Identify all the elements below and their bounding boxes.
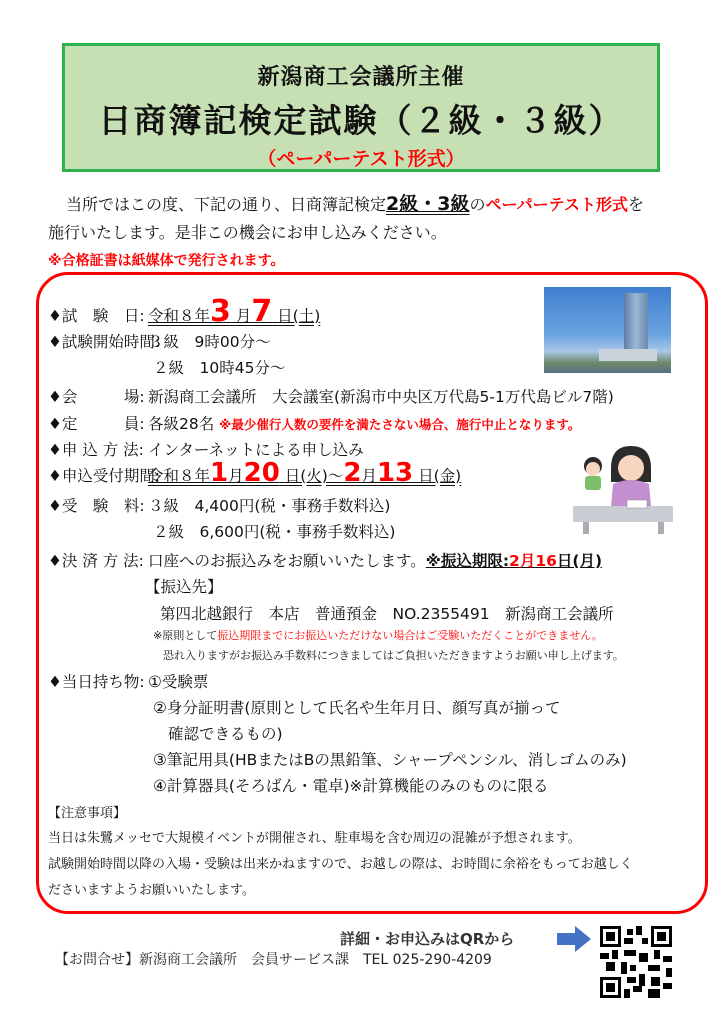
exam-date-value [148, 294, 321, 329]
payment-deadline [426, 552, 602, 570]
venue-row [48, 385, 614, 407]
caution-line: 当日は朱鷺メッセで大規模イベントが開催され、駐車場を含む周辺の混雑が予想されます。 [48, 831, 581, 846]
caution-line: 試験開始時間以降の入場・受験は出来かねますので、お越しの際は、お時間に余裕をもってお越しく [48, 857, 633, 872]
fee-row [48, 494, 390, 516]
contact-info: 【お問合せ】新潟商工会議所 会員サービス課 TEL 025-290-4209 [55, 952, 492, 968]
exam-month: 3 [210, 294, 231, 329]
apply-period-label: ♦申込受付期間: [48, 467, 161, 485]
fee-2: ２級 6,600円(税・事務手数料込) [153, 523, 396, 541]
note1-prefix: ※原則として [153, 629, 218, 642]
date-prefix: 令和８年 [148, 307, 211, 325]
payment-row [48, 549, 602, 571]
end-day: 13 [376, 458, 414, 488]
intro-text-4: 施行いたします。是非この機会にお申し込みください。 [48, 223, 447, 242]
capacity-note: ※最少催行人数の要件を満たさない場合、施行中止となります。 [219, 417, 581, 432]
deadline-month: 2月 [509, 552, 536, 570]
bank-account: 第四北越銀行 本店 普通預金 NO.2355491 新潟商工会議所 [160, 605, 614, 623]
subtitle: （ペーパーテスト形式） [257, 148, 465, 170]
month-unit: 月 [235, 307, 252, 325]
building-shape [599, 349, 657, 361]
exam-day: 7 [251, 294, 273, 329]
day-unit: 日(土) [277, 307, 321, 325]
payment-label: ♦決 済 方 法: [48, 552, 144, 570]
note1-warning: 振込期限までにお振込いただけない場合はご受験いただくことができません。 [217, 629, 603, 642]
capacity-value: 各級28名 [148, 415, 215, 433]
organizer: 新潟商工会議所主催 [257, 65, 465, 90]
apply-period-value [148, 458, 462, 488]
bank-heading: 【振込先】 [145, 578, 223, 596]
apply-method-value: インターネットによる申し込み [148, 441, 364, 459]
fee-label: ♦受 験 料: [48, 497, 145, 515]
start-day-unit: 日(火)～ [284, 467, 344, 485]
end-month-unit: 月 [361, 467, 377, 485]
grades-emphasis: 2級・3級 [386, 193, 470, 215]
apply-method-row [48, 438, 364, 460]
deadline-label: ※振込期限: [425, 552, 510, 570]
fee-3: ３級 4,400円(税・事務手数料込) [148, 497, 391, 515]
belonging-item: ③筆記用具(HBまたはBの黒鉛筆、シャープペンシル、消しゴムのみ) [153, 751, 627, 769]
qr-code[interactable] [600, 926, 672, 998]
belonging-item: ②身分証明書(原則として氏名や生年月日、顔写真が揃って [153, 699, 561, 717]
page-title: 日商簿記検定試験（２級・３級） [98, 101, 624, 140]
apply-period-row [48, 458, 461, 488]
intro-text-1: 当所ではこの度、下記の通り、日商簿記検定 [66, 195, 387, 214]
caution-line: ださいますようお願いいたします。 [48, 883, 255, 898]
belonging-item: ①受験票 [148, 673, 209, 691]
period-prefix: 令和８年 [148, 467, 211, 485]
format-emphasis: ペーパーテスト形式 [485, 195, 629, 214]
payment-note-1 [153, 627, 603, 643]
venue-label: ♦会 場: [48, 388, 145, 406]
start-time-label: ♦試験開始時間: [48, 333, 161, 351]
arrow-right-icon [557, 926, 591, 956]
exam-date-label: ♦試 験 日: [48, 307, 145, 325]
end-day-unit: 日(金) [418, 467, 462, 485]
capacity-row [48, 412, 580, 434]
exam-date-row [48, 294, 320, 329]
caution-heading: 【注意事項】 [48, 806, 127, 821]
title-banner [62, 43, 660, 172]
start-month-unit: 月 [228, 467, 244, 485]
start-time-2: ２級 10時45分～ [153, 359, 286, 377]
belongings-row [48, 670, 208, 692]
venue-photo [544, 287, 671, 373]
belonging-item: 確認できるもの) [168, 725, 283, 743]
intro-text-3: を [628, 195, 645, 214]
start-time-row [48, 330, 271, 352]
start-time-3: ３級 9時00分～ [148, 333, 271, 351]
venue-value: 新潟商工会議所 大会議室(新潟市中央区万代島5-1万代島ビル7階) [148, 388, 614, 406]
intro-text [48, 190, 698, 247]
payment-value: 口座へのお振込みをお願いいたします。 [148, 552, 426, 570]
exam-illustration [573, 438, 673, 538]
start-day: 20 [243, 458, 280, 488]
capacity-label: ♦定 員: [48, 415, 145, 433]
start-month: 1 [210, 458, 229, 488]
deadline-post: 日(月) [556, 552, 603, 570]
belongings-label: ♦当日持ち物: [48, 673, 145, 691]
qr-prompt: 詳細・お申込みはQRから [340, 930, 515, 948]
intro-text-2: の [469, 195, 486, 214]
belonging-item: ④計算器具(そろばん・電卓)※計算機能のみのものに限る [153, 777, 549, 795]
apply-method-label: ♦申 込 方 法: [48, 441, 144, 459]
certificate-notice: ※合格証書は紙媒体で発行されます。 [48, 253, 285, 269]
deadline-day: 16 [535, 552, 557, 570]
end-month: 2 [343, 458, 362, 488]
payment-note-2: 恐れ入りますがお振込み手数料につきましてはご負担いただきますようお願い申し上げます。 [163, 649, 624, 662]
